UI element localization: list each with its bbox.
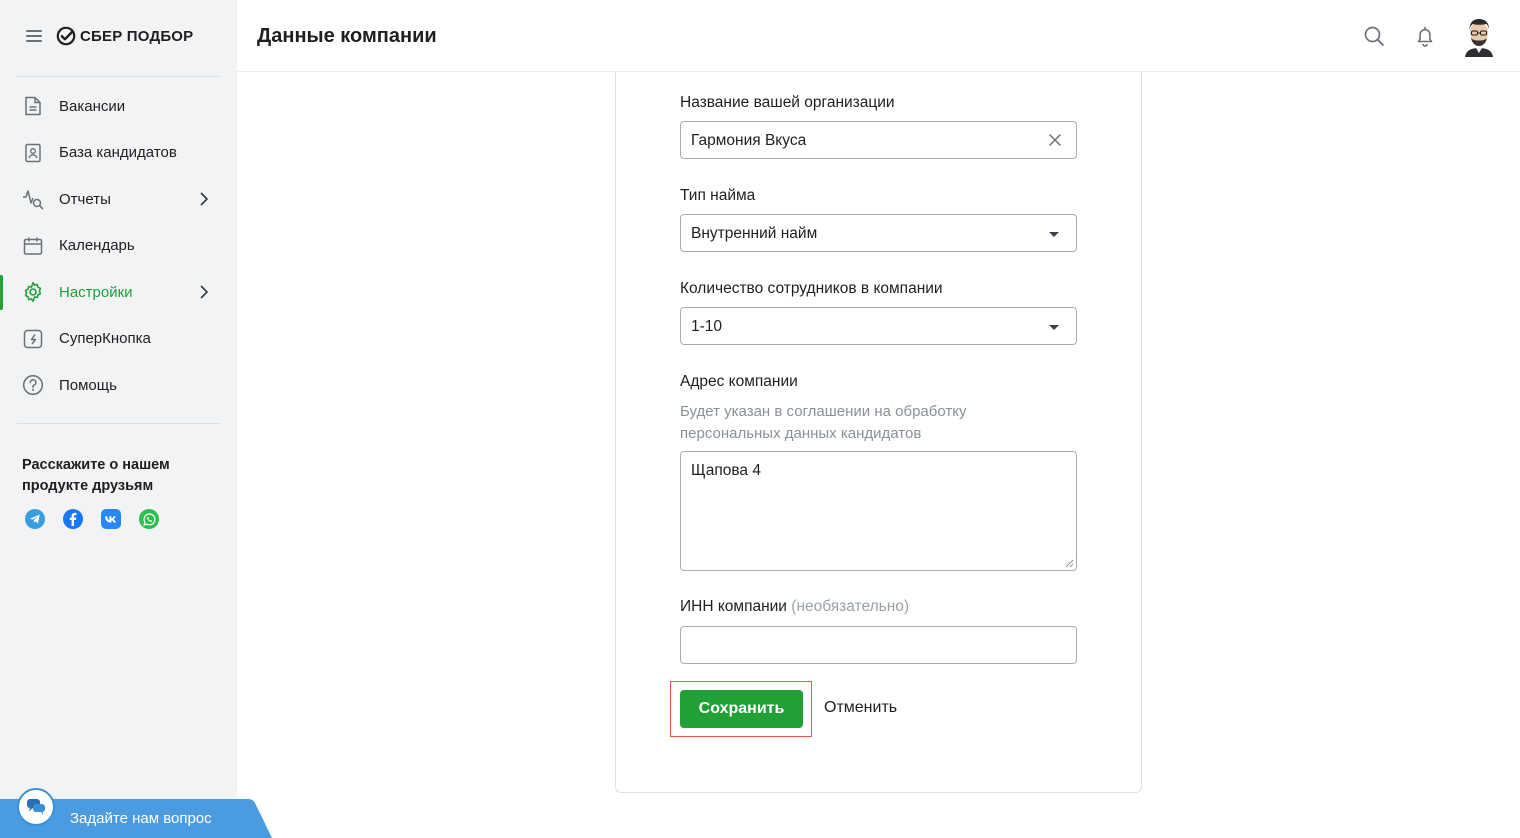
dropdown-caret-icon (1049, 232, 1059, 237)
share-title: Расскажите о нашем продукте друзьям (22, 457, 170, 494)
sidebar-item-label: Календарь (59, 237, 135, 255)
sidebar-item-settings[interactable] (0, 269, 237, 316)
clear-icon[interactable] (1048, 133, 1062, 147)
org-name-input[interactable] (680, 121, 1077, 159)
hire-type-select[interactable] (680, 214, 1077, 252)
candidate-card-icon (24, 143, 42, 163)
facebook-icon[interactable] (63, 509, 83, 529)
sidebar-item-label: Вакансии (59, 97, 126, 115)
document-icon (24, 96, 42, 116)
address-textarea[interactable] (680, 451, 1077, 571)
sidebar (0, 0, 237, 838)
user-avatar[interactable] (1462, 15, 1496, 57)
dropdown-caret-icon (1049, 325, 1059, 330)
resize-grip-icon[interactable] (1065, 559, 1074, 568)
sidebar-item-label: База кандидатов (59, 144, 177, 162)
sidebar-item-candidates[interactable] (0, 130, 237, 177)
gear-icon (22, 281, 44, 303)
telegram-icon[interactable] (25, 509, 45, 529)
calendar-icon (23, 236, 43, 256)
sidebar-divider (17, 423, 220, 424)
employees-label: Количество сотрудников в компании (680, 280, 943, 297)
cancel-button[interactable]: Отменить (824, 699, 898, 716)
employees-value: 1-10 (691, 318, 723, 335)
sidebar-item-reports[interactable] (0, 176, 237, 223)
social-links (25, 509, 159, 529)
sidebar-item-label: Помощь (59, 376, 117, 394)
inn-label (680, 598, 909, 616)
sber-logo-icon (56, 26, 76, 46)
address-label: Адрес компании (680, 373, 798, 390)
page-title: Данные компании (257, 25, 437, 47)
sidebar-divider (17, 76, 220, 77)
brand (26, 22, 193, 50)
hire-type-label: Тип найма (680, 187, 756, 204)
chat-bubble-icon (17, 788, 55, 826)
chevron-right-icon (197, 192, 211, 206)
top-header (237, 0, 1520, 72)
inn-optional-note: (необязательно) (791, 598, 910, 615)
employees-select[interactable] (680, 307, 1077, 345)
inn-input[interactable] (680, 626, 1077, 664)
sidebar-item-superbutton[interactable] (0, 316, 237, 363)
help-icon (22, 374, 44, 396)
sidebar-item-label: Отчеты (59, 190, 111, 208)
hire-type-value: Внутренний найм (691, 225, 818, 242)
whatsapp-icon[interactable] (139, 509, 159, 529)
address-value: Щапова 4 (691, 462, 761, 479)
sidebar-item-help[interactable] (0, 362, 237, 409)
reports-chart-icon (22, 188, 44, 210)
sidebar-item-calendar[interactable] (0, 223, 237, 270)
sidebar-item-vacancies[interactable] (0, 83, 237, 130)
brand-name: СБЕР ПОДБОР (80, 27, 194, 45)
search-icon[interactable] (1363, 25, 1385, 47)
inn-label-text: ИНН компании (680, 598, 787, 615)
sidebar-nav (0, 83, 237, 409)
bell-icon[interactable] (1414, 25, 1436, 47)
org-name-label: Название вашей организации (680, 94, 895, 111)
superbutton-icon (23, 329, 43, 349)
sidebar-item-label: Настройки (59, 283, 133, 301)
chevron-right-icon (197, 285, 211, 299)
ask-question-button[interactable] (0, 799, 272, 838)
address-hint: Будет указан в соглашении на обработку персональных данных кандидатов (680, 403, 967, 442)
sidebar-item-label: СуперКнопка (59, 330, 151, 348)
save-button[interactable]: Сохранить (680, 690, 803, 728)
hamburger-menu-icon[interactable] (26, 30, 42, 42)
ask-question-label: Задайте нам вопрос (70, 810, 212, 827)
org-name-value: Гармония Вкуса (691, 132, 807, 149)
vk-icon[interactable] (101, 509, 121, 529)
